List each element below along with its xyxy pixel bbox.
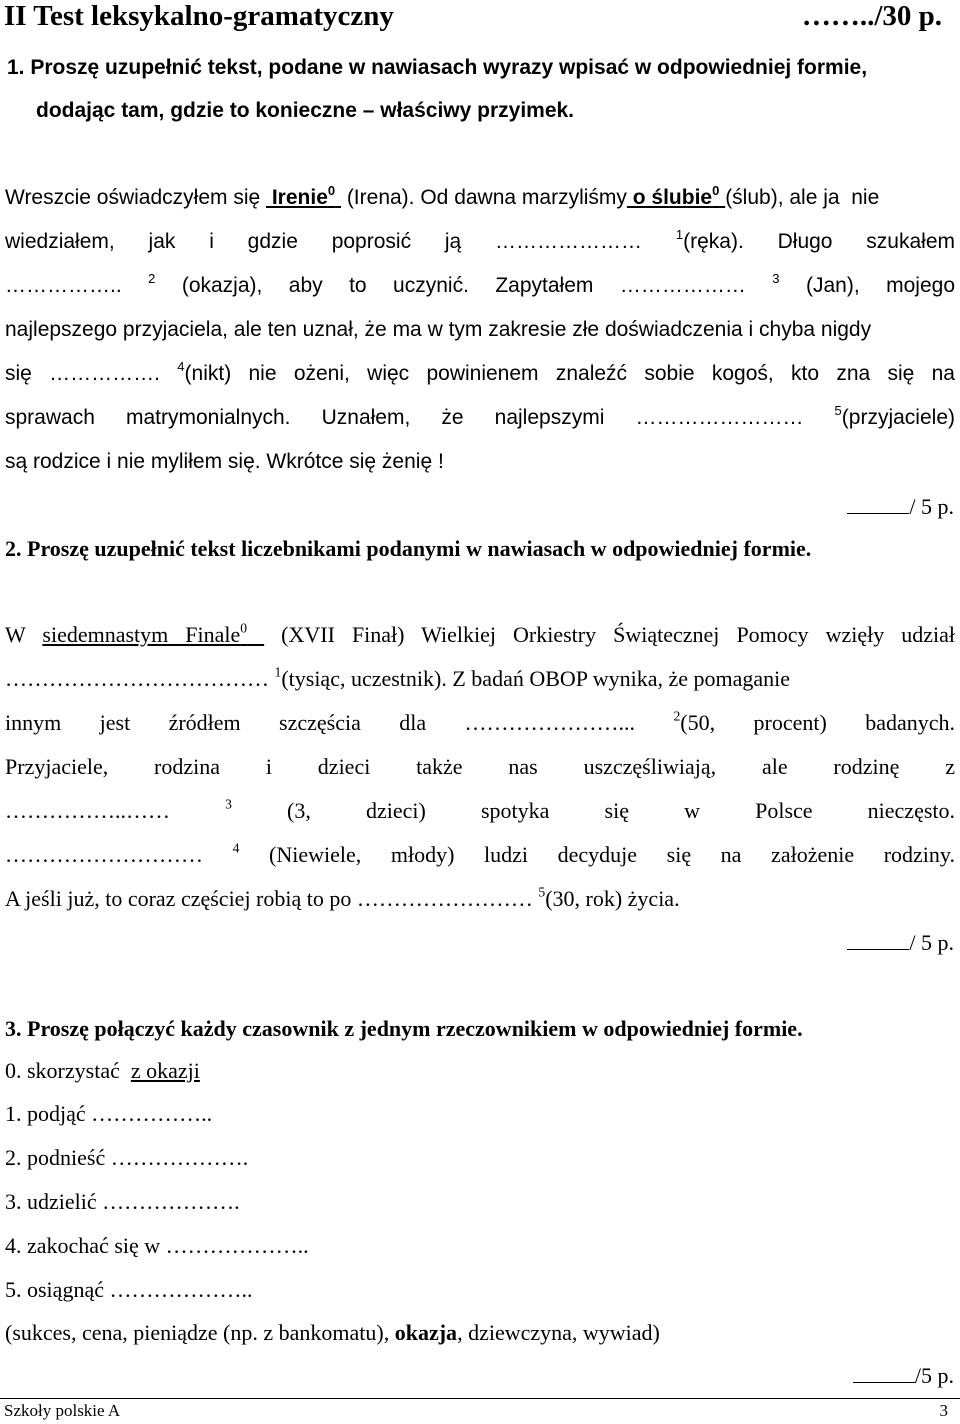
task1-line-2: wiedziałem, jak i gdzie poprosić ją ………………… $^1$(ręka). Długo szukałem xyxy=(5,226,955,253)
task3-item-4[interactable]: 4. zakochać się w ……………….. xyxy=(5,1233,309,1258)
task1-instruction-line2: dodając tam, gdzie to konieczne – właściwy przyimek. xyxy=(36,99,575,122)
task1-instruction-line1: 1. Proszę uzupełnić tekst, podane w nawiasach wyrazy wpisać w odpowiedniej formie, xyxy=(7,56,868,79)
task3-item-5[interactable]: 5. osiągnąć ……………….. xyxy=(5,1277,253,1302)
task1-line-1: Wreszcie oświadczyłem się Irenie$^0$ (Irena). Od dawna marzyliśmy o ślubie$^0$ (ślub), ale ja nie xyxy=(5,182,880,209)
score-blank[interactable] xyxy=(847,931,909,950)
total-score: ……../30 p. xyxy=(801,0,942,32)
task2-line-6: ……………………… $^4$ (Niewiele, młody) ludzi decyduje się na założenie rodziny. xyxy=(5,840,955,867)
task3-score: /5 p. xyxy=(853,1363,954,1389)
task3-item-2[interactable]: 2. podnieść ………………. xyxy=(5,1145,249,1170)
score-blank[interactable] xyxy=(847,495,909,514)
task2-line-5: ……………..…… $^3$ (3, dzieci) spotyka się w Polsce nieczęsto. xyxy=(5,796,956,823)
task2-line-3: innym jest źródłem szczęścia dla …………………... $^2$(50, procent) badanych. xyxy=(5,708,955,735)
footer-rule xyxy=(0,1398,960,1399)
task1-line-5: się ……………. $^4$(nikt) nie ożeni, więc powinienem znaleźć sobie kogoś, kto zna się na xyxy=(5,358,955,385)
section-title: II Test leksykalno-gramatyczny xyxy=(4,0,394,32)
task1-score: / 5 p. xyxy=(847,494,954,520)
task1-line-3: …………….. $^2$ (okazja), aby to uczynić. Zapytałem ……………… $^3$ (Jan), mojego xyxy=(5,270,955,297)
task2-line-4: Przyjaciele, rodzina i dzieci także nas uszczęśliwiają, ale rodzinę z xyxy=(5,754,955,779)
task3-example: 0. skorzystać z okazji xyxy=(5,1058,200,1083)
task1-line-7: są rodzice i nie myliłem się. Wkrótce się żenię ! xyxy=(5,450,444,473)
task2-instruction: 2. Proszę uzupełnić tekst liczebnikami podanymi w nawiasach w odpowiedniej formie. xyxy=(5,536,812,561)
task1-line-4: najlepszego przyjaciela, ale ten uznał, że ma w tym zakresie złe doświadczenia i chyba nigdy xyxy=(5,318,872,341)
task2-line-2: ……………………………… $^1$(tysiąc, uczestnik). Z badań OBOP wynika, że pomaganie xyxy=(5,664,791,691)
page-number: 3 xyxy=(939,1401,948,1420)
task3-instruction: 3. Proszę połączyć każdy czasownik z jednym rzeczownikiem w odpowiedniej formie. xyxy=(5,1016,803,1041)
task3-item-3[interactable]: 3. udzielić ………………. xyxy=(5,1189,240,1214)
task3-item-1[interactable]: 1. podjąć …………….. xyxy=(5,1101,213,1126)
task2-score: / 5 p. xyxy=(847,930,954,956)
task1-line-6: sprawach matrymonialnych. Uznałem, że najlepszymi …………………… $^5$(przyjaciele) xyxy=(5,402,955,429)
task2-line-1: W siedemnastym Finale$^0$ (XVII Finał) Wielkiej Orkiestry Świątecznej Pomocy wzięły udział xyxy=(5,620,956,647)
task2-line-7: A jeśli już, to coraz częściej robią to po …………………… $^5$(30, rok) życia. xyxy=(5,884,680,911)
footer-school: Szkoły polskie A xyxy=(4,1401,121,1420)
score-blank[interactable] xyxy=(853,1364,915,1383)
task3-nouns: (sukces, cena, pieniądze (np. z bankomatu), okazja, dziewczyna, wywiad) xyxy=(5,1320,660,1345)
